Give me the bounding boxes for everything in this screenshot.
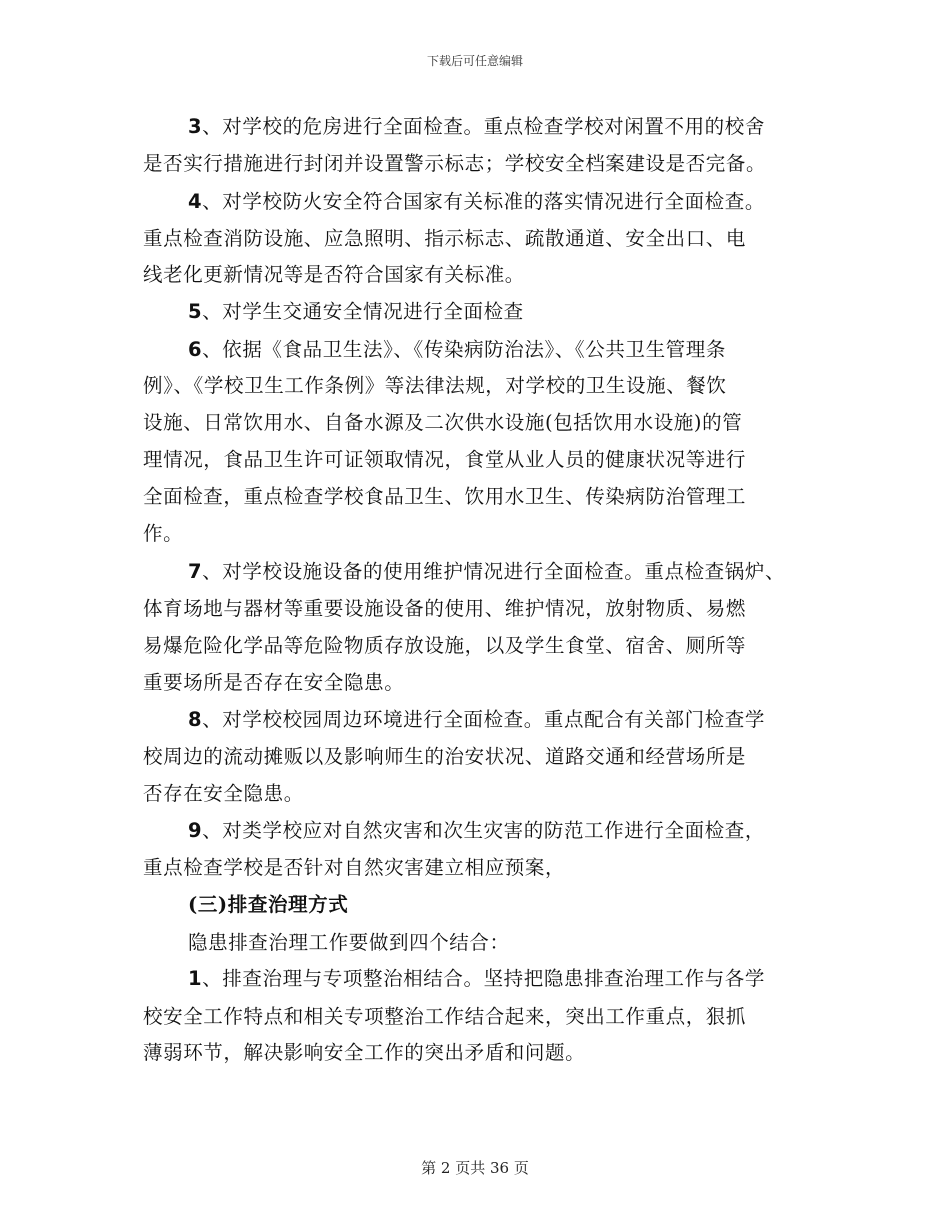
paragraph-4-line-2: 重点检查消防设施、应急照明、指示标志、疏散通道、安全出口、电 (143, 227, 747, 250)
paragraph-8-line-3: 否存在安全隐患。 (143, 782, 304, 805)
paragraph-5-number: 5 (188, 300, 203, 323)
paragraph-7-line-3: 易爆危险化学品等危险物质存放设施，以及学生食堂、宿舍、厕所等 (143, 634, 747, 657)
paragraph-6-line-5: 全面检查，重点检查学校食品卫生、饮用水卫生、传染病防治管理工 (143, 485, 747, 508)
paragraph-3-line-1: 3、对学校的危房进行全面检查。重点检查学校对闲置不用的校舍 (188, 115, 765, 138)
paragraph-1-line-3: 薄弱环节，解决影响安全工作的突出矛盾和问题。 (143, 1041, 586, 1064)
paragraph-3-line-2: 是否实行措施进行封闭并设置警示标志；学校安全档案建设是否完备。 (143, 152, 767, 175)
paragraph-1-line-2: 校安全工作特点和相关专项整治工作结合起来，突出工作重点，狠抓 (143, 1005, 747, 1028)
paragraph-6-line-3: 设施、日常饮用水、自备水源及二次供水设施(包括饮用水设施)的管 (143, 411, 743, 434)
paragraph-9-line-1: 9、对类学校应对自然灾害和次生灾害的防范工作进行全面检查， (188, 819, 765, 842)
paragraph-1-line-1: 1、排查治理与专项整治相结合。坚持把隐患排查治理工作与各学 (188, 967, 765, 990)
paragraph-8-line-1: 8、对学校校园周边环境进行全面检查。重点配合有关部门检查学 (188, 708, 765, 731)
intro-line: 隐患排查治理工作要做到四个结合： (188, 931, 510, 954)
paragraph-4-line-3: 线老化更新情况等是否符合国家有关标准。 (143, 263, 525, 286)
paragraph-8-line-2: 校周边的流动摊贩以及影响师生的治安状况、道路交通和经营场所是 (143, 745, 747, 768)
paragraph-9-number: 9 (188, 819, 203, 842)
paragraph-6-line-6: 作。 (143, 522, 184, 545)
paragraph-7-line-1: 7、对学校设施设备的使用维护情况进行全面检查。重点检查锅炉、 (188, 560, 786, 583)
paragraph-6-line-2: 例》、《学校卫生工作条例》等法律法规，对学校的卫生设施、餐饮 (143, 374, 727, 397)
paragraph-6-line-1: 6、依据《食品卫生法》、《传染病防治法》、《公共卫生管理条 (188, 338, 726, 361)
paragraph-4-line-1: 4、对学校防火安全符合国家有关标准的落实情况进行全面检查。 (188, 190, 765, 213)
paragraph-7-line-2: 体育场地与器材等重要设施设备的使用、维护情况，放射物质、易燃 (143, 597, 747, 620)
section-heading: (三)排查治理方式 (188, 893, 349, 916)
paragraph-4-number: 4 (188, 190, 203, 213)
paragraph-3-number: 3 (188, 115, 203, 138)
paragraph-7-number: 7 (188, 560, 203, 583)
paragraph-5-line-1: 5、对学生交通安全情况进行全面检查 (188, 300, 524, 323)
page-footer: 第 2 页共 36 页 (421, 1159, 529, 1177)
paragraph-7-line-4: 重要场所是否存在安全隐患。 (143, 671, 405, 694)
paragraph-8-number: 8 (188, 708, 203, 731)
paragraph-6-line-4: 理情况，食品卫生许可证领取情况，食堂从业人员的健康状况等进行 (143, 448, 747, 471)
paragraph-6-number: 6 (188, 338, 203, 361)
page-header: 下载后可任意编辑 (426, 54, 523, 68)
paragraph-9-line-2: 重点检查学校是否针对自然灾害建立相应预案， (143, 856, 566, 879)
paragraph-1-number: 1 (188, 967, 203, 990)
